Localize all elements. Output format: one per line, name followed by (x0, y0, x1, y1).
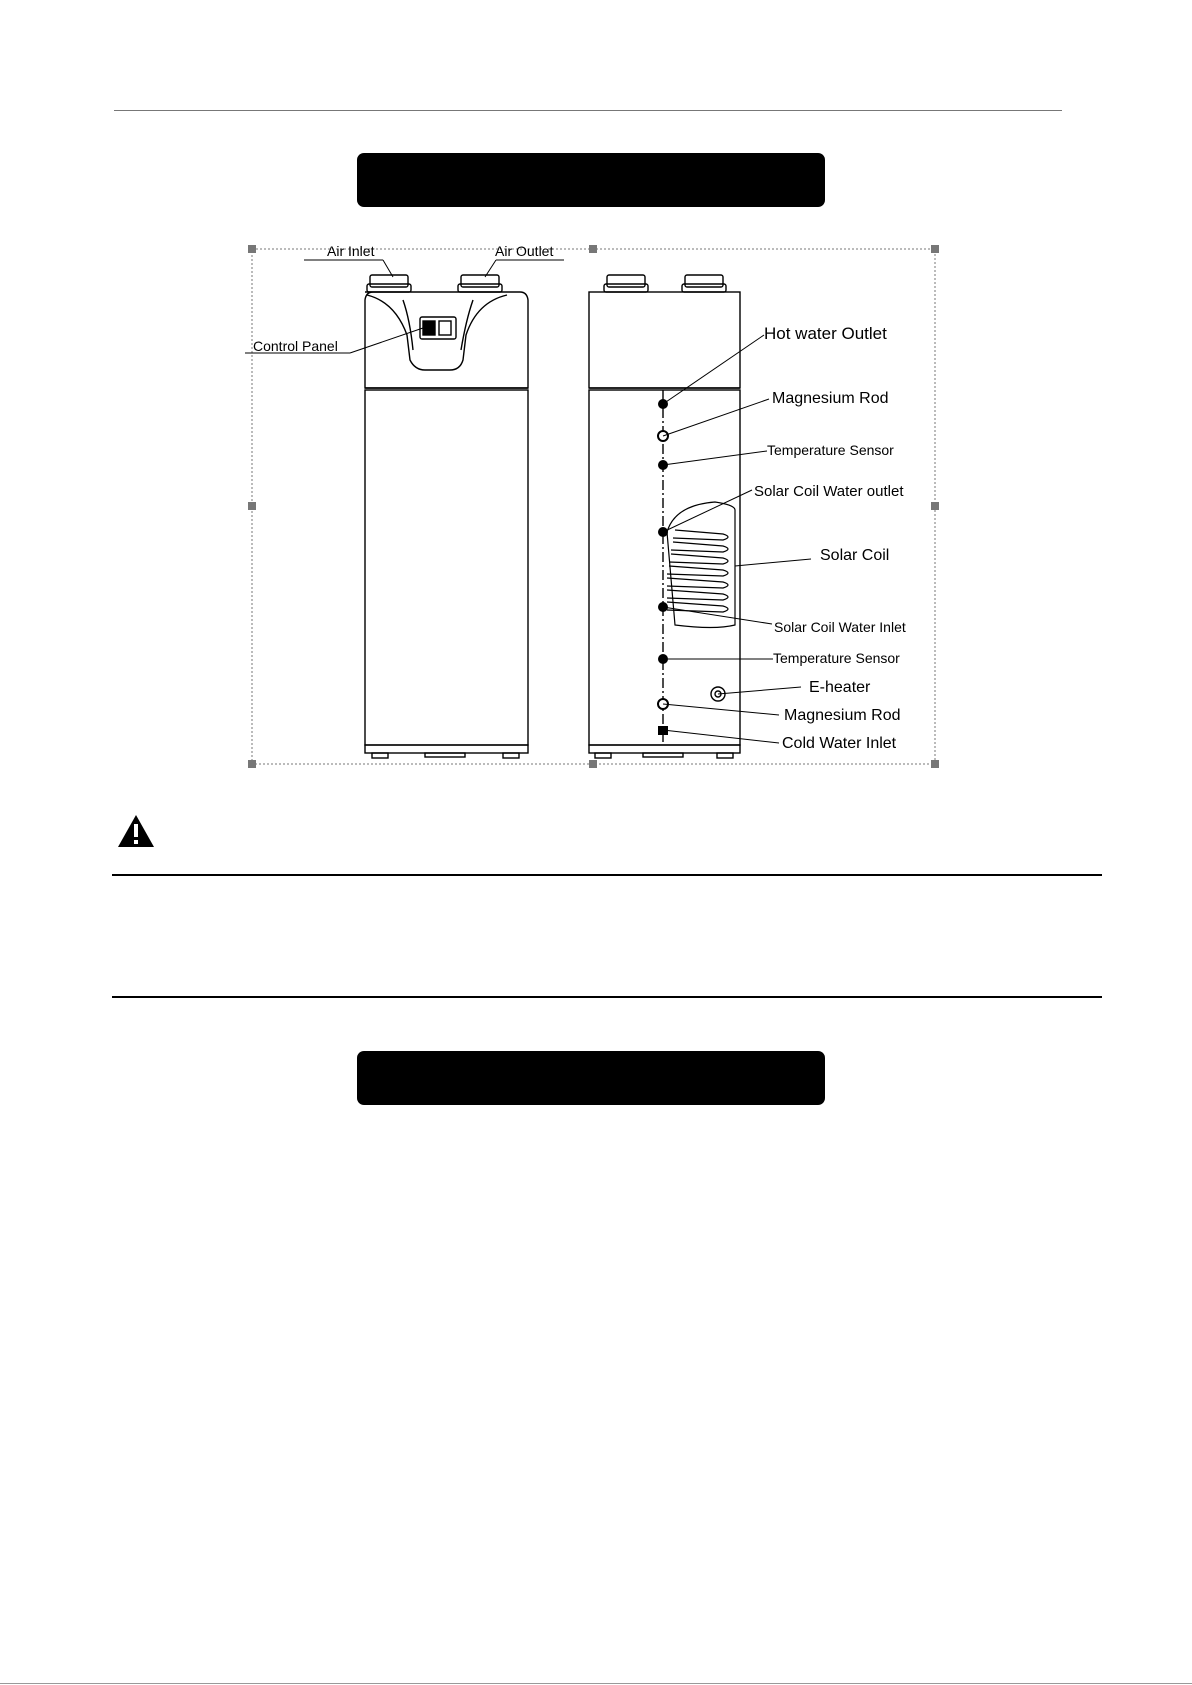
solar-coil-label: Solar Coil (820, 547, 890, 564)
front-view-unit (365, 275, 528, 758)
solar-coil-water-outlet-label: Solar Coil Water outlet (754, 483, 904, 500)
air-inlet-label: Air Inlet (327, 243, 375, 259)
e-heater-label: E-heater (809, 679, 871, 696)
notice-top-rule (112, 874, 1102, 876)
hot-water-outlet-label: Hot water Outlet (764, 324, 887, 343)
temperature-sensor-top-label: Temperature Sensor (767, 442, 894, 458)
cold-water-inlet-label: Cold Water Inlet (782, 735, 897, 752)
heat-pump-diagram (245, 240, 945, 770)
side-view-unit (589, 275, 740, 758)
section-banner-bottom (357, 1051, 825, 1105)
magnesium-rod-bottom-label: Magnesium Rod (784, 707, 901, 724)
section-banner-top (357, 153, 825, 207)
temperature-sensor-bottom-label: Temperature Sensor (773, 650, 900, 666)
control-panel-label: Control Panel (253, 338, 338, 354)
magnesium-rod-top-label: Magnesium Rod (772, 390, 889, 407)
page-bottom-rule (0, 1683, 1192, 1684)
header-rule (114, 110, 1062, 111)
notice-bottom-rule (112, 996, 1102, 998)
solar-coil-water-inlet-label: Solar Coil Water Inlet (774, 619, 906, 635)
warning-triangle-icon (116, 813, 156, 849)
air-outlet-label: Air Outlet (495, 243, 554, 259)
